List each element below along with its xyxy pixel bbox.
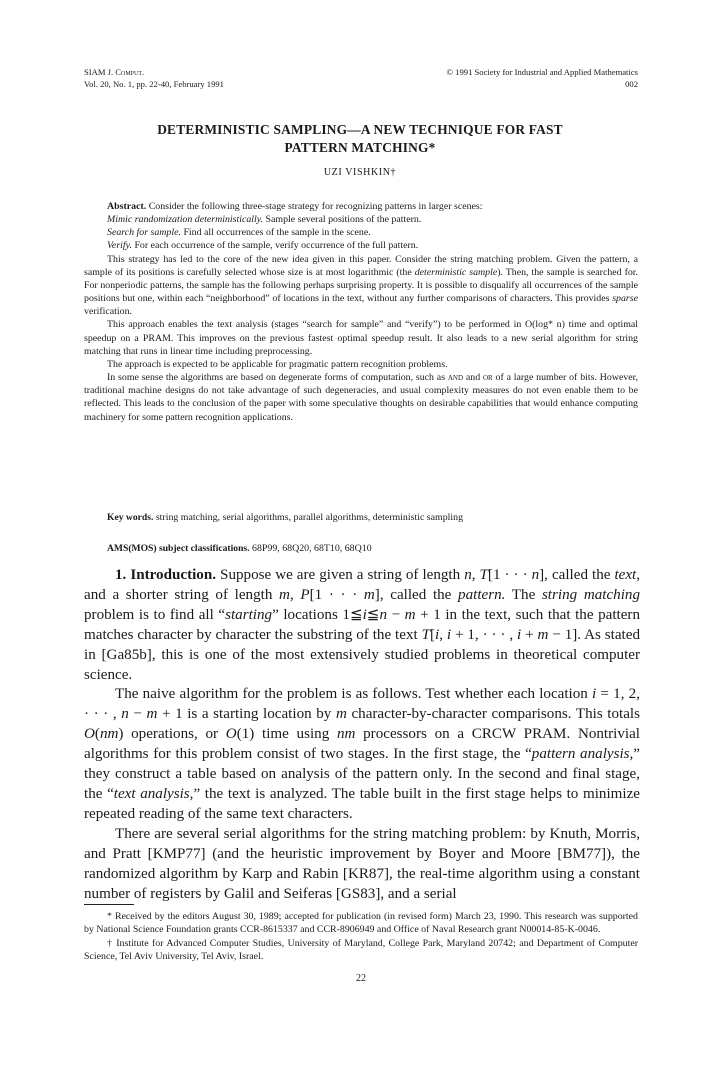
abstract-label: Abstract. (107, 201, 147, 212)
text-run: string matching (541, 586, 640, 603)
keywords-text: string matching, serial algorithms, parallel algorithms, deterministic sampling (155, 512, 464, 523)
text-run: m (404, 606, 416, 623)
ams-text: 68P99, 68Q20, 68T10, 68Q10 (252, 543, 372, 554)
abstract (84, 200, 638, 424)
text-run: − (387, 606, 405, 623)
volume-line: Vol. 20, No. 1, pp. 22-40, February 1991 (84, 79, 224, 89)
text-run: (1) time using (236, 726, 337, 743)
text-run: n (121, 706, 129, 723)
text-run: ” locations 1≦ (272, 606, 363, 623)
text-run: , and a shorter string of length (84, 567, 641, 603)
text-run: i (362, 606, 367, 623)
text-run: m (146, 706, 158, 723)
footnote-rule (84, 904, 134, 905)
section-heading: 1. Introduction. (115, 567, 217, 583)
step2-text: Find all occurrences of the sample in the scene. (183, 227, 371, 239)
text-run: O (225, 726, 237, 743)
text-run: text analysis, (113, 785, 194, 802)
abstract-p2-em2: sparse (612, 293, 639, 305)
text-run: nm (336, 726, 356, 743)
abstract-p4: The approach is expected to be applicable for pragmatic pattern recognition problems. (107, 358, 448, 370)
text-run: n (379, 606, 387, 623)
intro-paragraph-2 (84, 685, 640, 824)
text-run: i (435, 626, 440, 643)
text-run: + 1 in the text, such that the pattern matches character by character the substring of the text (84, 606, 640, 643)
text-run: character-by-character comparisons. This totals (346, 706, 640, 723)
abstract-p5a: In some sense the algorithms are based on degenerate forms of computation, such as (107, 372, 446, 384)
article-code: 002 (625, 79, 638, 89)
text-run: n (464, 567, 472, 583)
text-run: pattern analysis, (531, 746, 634, 763)
abstract-p2a: This strategy has led to the core of the new idea given in this paper. Consider the string matching problem. Given the pattern, a sample of its positions is carefully selected whose size is at most logarithmic (the (84, 253, 638, 278)
journal-name: SIAM J. Comput. (84, 67, 145, 77)
text-run: ≦ (366, 606, 380, 623)
paper-title (84, 121, 636, 157)
ams-label: AMS(MOS) subject classifications. (107, 543, 250, 554)
footnote-1: * Received by the editors August 30, 1989; accepted for publication (in revised form) March 23, 1990. This research was supported by National Science Foundation grants CCR-8615337 and CCR-8906949 and Office of Naval Research grant N00014-85-K-0046. (84, 911, 638, 936)
step3-text: For each occurrence of the sample, verify occurrence of the full pattern. (134, 240, 419, 252)
abstract-p2-em: deterministic sample (414, 266, 498, 278)
page-number: 22 (356, 973, 366, 984)
text-run: m (335, 706, 347, 723)
step2-label: Search for sample. (107, 227, 181, 239)
abstract-p5b: of a large number of bits. However, traditional machine designs do not take advantage of such degeneracies, and usual complexity measures do not even enable them to be reflected. This leads to the conclusion of the paper with some speculative thoughts on desirable capabilities that would enhance computing machinery for some pattern recognition applications. (84, 372, 639, 423)
text-run: ], called the (374, 586, 459, 603)
text-run: [ (429, 626, 436, 643)
intro-p2 (84, 686, 640, 821)
text-run: O (84, 726, 95, 743)
text-run: + 1, · · · , (451, 626, 518, 643)
step3-label: Verify. (107, 240, 132, 252)
text-run: ) operations, or (118, 726, 226, 743)
text-run: T (479, 567, 488, 583)
intro-p1 (84, 567, 640, 683)
text-run: i (592, 686, 597, 703)
abstract-intro: Consider the following three-stage strategy for recognizing patterns in larger scenes: (148, 201, 483, 212)
text-run: Suppose we are given a string of length (220, 567, 465, 583)
ams-classifications (84, 543, 638, 554)
text-run: ], called the (539, 567, 615, 583)
running-header-left (84, 66, 224, 90)
copyright-line: © 1991 Society for Industrial and Applied Mathematics (446, 67, 638, 77)
step1-text: Sample several positions of the pattern. (265, 214, 422, 226)
text-run: T (421, 626, 430, 643)
body-text (84, 566, 640, 904)
author-name: UZI VISHKIN† (323, 167, 397, 178)
text-run: , (289, 586, 301, 603)
text-run: pattern. (458, 586, 506, 603)
text-run: [1 · · · (309, 586, 364, 603)
abstract-p5-or: or (482, 372, 493, 384)
text-run: − (128, 706, 147, 723)
keywords-label: Key words. (107, 512, 154, 523)
text-run: m (537, 626, 549, 643)
abstract-p2c: verification. (84, 306, 132, 318)
text-run: [1 · · · (487, 567, 532, 583)
title-line-2: PATTERN MATCHING* (284, 140, 436, 155)
text-run: The (505, 586, 542, 603)
text-run: i (446, 626, 452, 643)
text-run: i (517, 626, 522, 643)
text-run: processors on a CRCW PRAM. Nontrivial algorithms for this problem consist of two stages. In the first stage, the “ (84, 726, 640, 763)
intro-paragraph-3: There are several serial algorithms for the string matching problem: by Knuth, Morris, and Pratt [KMP77] (and the heuristic improvement by Boyer and Moore [BM77]), the randomized algorithm by Karp and Rabin [KR87], the real-time algorithm using a constant number of registers by Galil and Seiferas [GS83], and a serial (84, 825, 640, 902)
text-run: text (614, 567, 637, 583)
abstract-p3b: time and optimal speedup on a PRAM. This improves on the previous fastest optimal speedup result. It also leads to a new serial algorithm for string matching that runs in linear time including preprocessing. (84, 319, 639, 357)
text-run: ( (94, 726, 100, 743)
text-run: The naive algorithm for the problem is as follows. Test whether each location (115, 686, 593, 703)
text-run: problem is to find all “ (84, 606, 226, 623)
abstract-p3-math: O(log* n) (524, 319, 565, 331)
abstract-p5-mid: and (465, 372, 481, 384)
text-run: + (521, 626, 538, 643)
text-run: ” they construct a table based on analysis of the pattern only. In the second and final stage, the “ (84, 746, 640, 802)
footnotes (84, 910, 638, 964)
intro-paragraph-1 (84, 566, 640, 685)
keywords (84, 512, 638, 523)
title-line-1: DETERMINISTIC SAMPLING—A NEW TECHNIQUE FOR FAST (157, 122, 563, 137)
text-run: P (300, 586, 310, 603)
text-run: starting (225, 606, 273, 623)
step1-label: Mimic randomization deterministically. (107, 214, 264, 226)
text-run: , (471, 567, 480, 583)
text-run: nm (99, 726, 119, 743)
footnote-2: † Institute for Advanced Computer Studies, University of Maryland, College Park, Maryland 20742; and Department of Computer Science, Tel Aviv University, Tel Aviv, Israel. (84, 937, 638, 963)
abstract-p3a: This approach enables the text analysis (stages “search for sample” and “verify”) to be performed in (107, 319, 522, 331)
abstract-p5-and: and (447, 372, 464, 384)
text-run: m (279, 586, 290, 603)
text-run: n (531, 567, 540, 583)
running-header-right (447, 66, 639, 90)
text-run: , (439, 626, 447, 643)
text-run: m (363, 586, 375, 603)
text-run: − 1]. As stated in [Ga85b], this is one of the most extensively studied problems in theoretical computer science. (84, 626, 640, 683)
abstract-p2b: ). Then, the sample is searched for. For nonperiodic patterns, the sample has the following perhaps surprising property. It is possible to disqualify all occurrences of the sample positions but one, within each “neighborhood” of locations in the text, without any further comparisons of characters. This provides (84, 266, 639, 305)
text-run: + 1 is a starting location by (157, 706, 336, 723)
text-run: = 1, 2, · · · , (84, 686, 640, 723)
text-run: ” the text is analyzed. The table built in the first stage helps to minimize repeated reading of the same text characters. (84, 785, 640, 822)
